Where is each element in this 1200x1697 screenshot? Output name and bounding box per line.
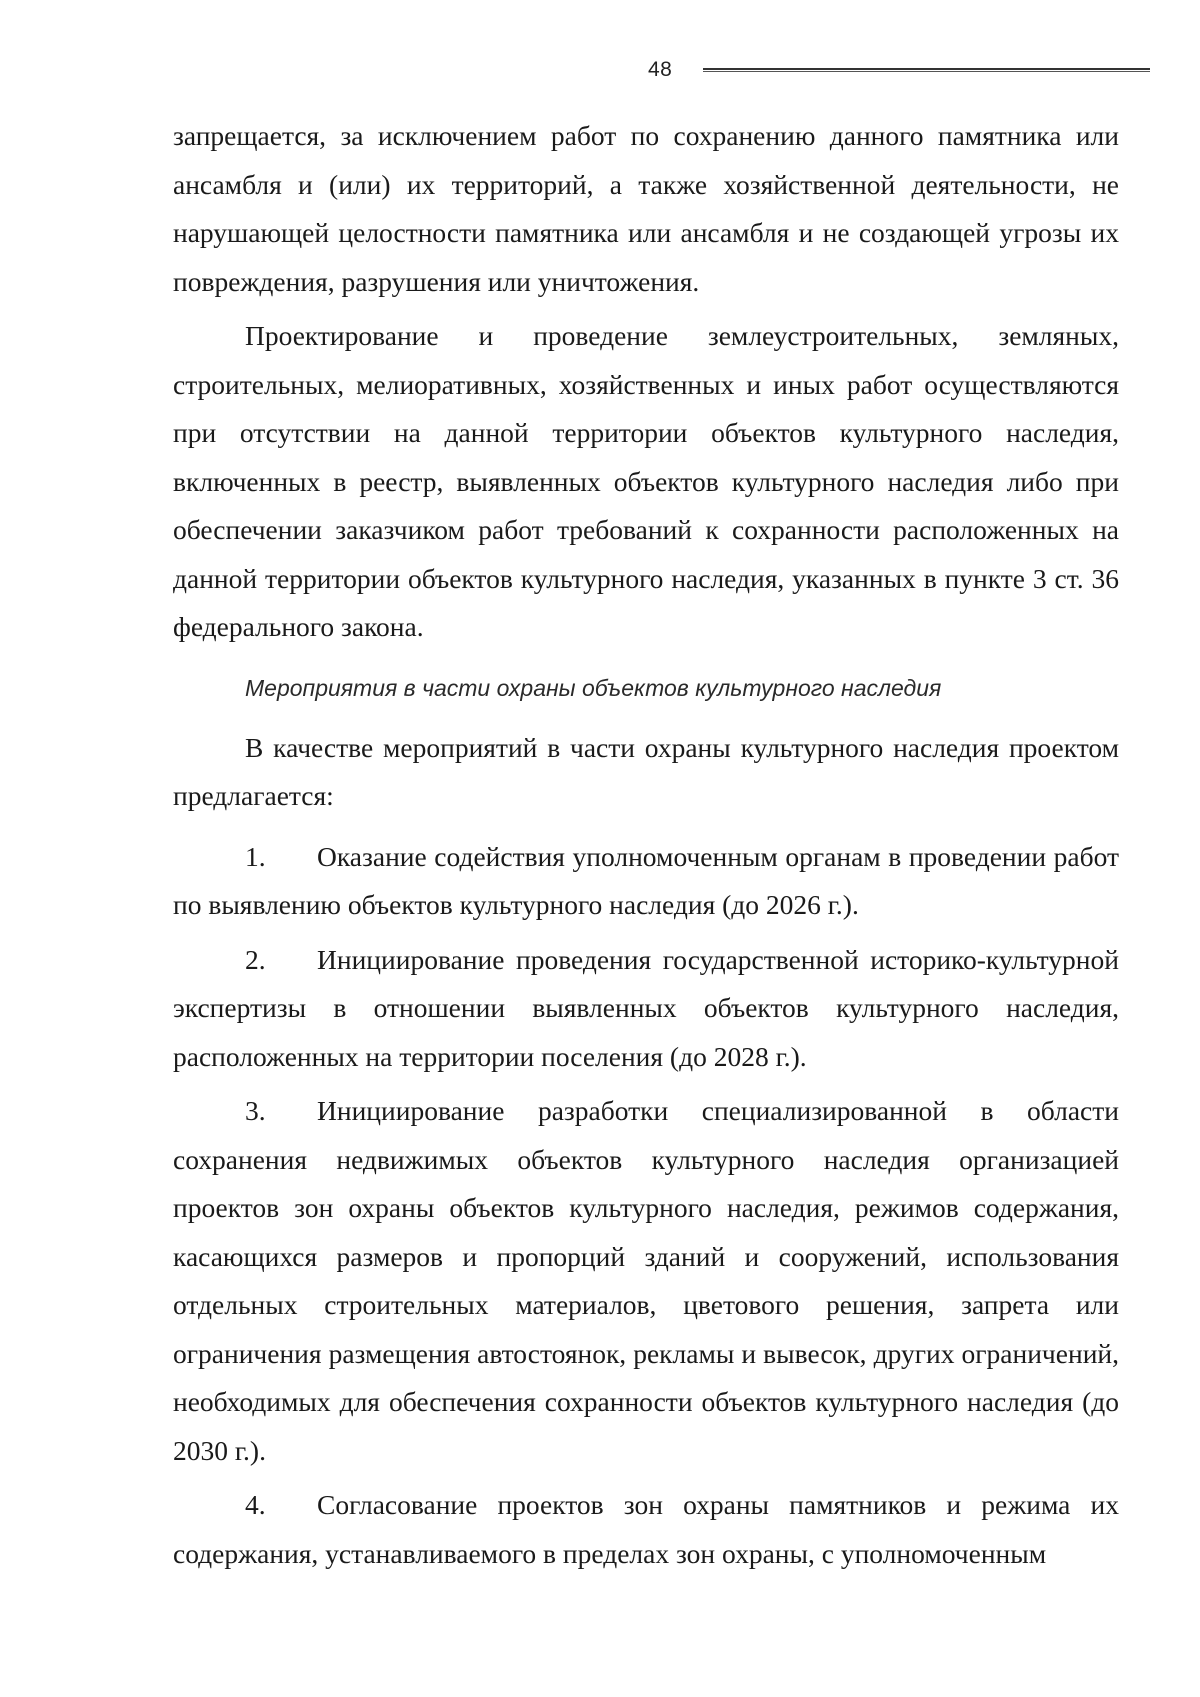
list-item-number: 3.: [245, 1095, 266, 1126]
list-item-number: 4.: [245, 1489, 266, 1520]
list-item-text: Инициирование проведения государственной историко-культурной экспертизы в отношении выявленных объектов культурного наследия, расположенных на территории поселения (до 2028 г.).: [173, 943, 1119, 1072]
list-item-number: 1.: [245, 840, 266, 872]
list-item-text: Инициирование разработки специализированной в области сохранения недвижимых объектов культурного наследия организацией проектов зон охраны объектов культурного наследия, режимов содержания, касающихся размеров и пропорций зданий и сооружений, использования отдельных строительных материалов, цветового решения, запрета или ограничения размещения автостоянок, рекламы и вывесок, других ограничений, необходимых для обеспечения сохранности объектов культурного наследия (до 2030 г.).: [173, 1095, 1119, 1466]
measures-list: [173, 833, 1119, 1579]
paragraph-design-works: Проектирование и проведение землеустроительных, земляных, строительных, мелиоративных, хозяйственных и иных работ осуществляются при отсутствии на данной территории объектов культурного наследия, включенных в реестр, выявленных объектов культурного наследия либо при обеспечении заказчиком работ требований к сохранности расположенных на данной территории объектов культурного наследия, указанных в пункте 3 ст. 36 федерального закона.: [173, 320, 1119, 642]
list-item-text: Согласование проектов зон охраны памятников и режима их содержания, устанавливаемого в пределах зон охраны, с уполномоченным: [173, 1489, 1119, 1569]
paragraph-intro: В качестве мероприятий в части охраны культурного наследия проектом предлагается:: [173, 731, 1119, 811]
section-subheading: Мероприятия в части охраны объектов культурного наследия: [245, 674, 942, 701]
list-item-number: 2.: [245, 943, 266, 975]
paragraph-continuation: запрещается, за исключением работ по сохранению данного памятника или ансамбля и (или) их территорий, а также хозяйственной деятельности, не нарушающей целостности памятника или ансамбля и не создающей угрозы их повреждения, разрушения или уничтожения.: [173, 120, 1119, 297]
list-item: [173, 936, 1119, 1082]
header-rule: [703, 68, 1150, 72]
list-item-text: Оказание содействия уполномоченным органам в проведении работ по выявлению объектов культурного наследия (до 2026 г.).: [173, 840, 1119, 920]
page-header: [0, 58, 1200, 88]
list-item: [173, 1481, 1119, 1578]
page-number: 48: [648, 58, 673, 81]
document-body: [173, 112, 1119, 1578]
list-item: [173, 833, 1119, 930]
list-item: [173, 1087, 1119, 1475]
